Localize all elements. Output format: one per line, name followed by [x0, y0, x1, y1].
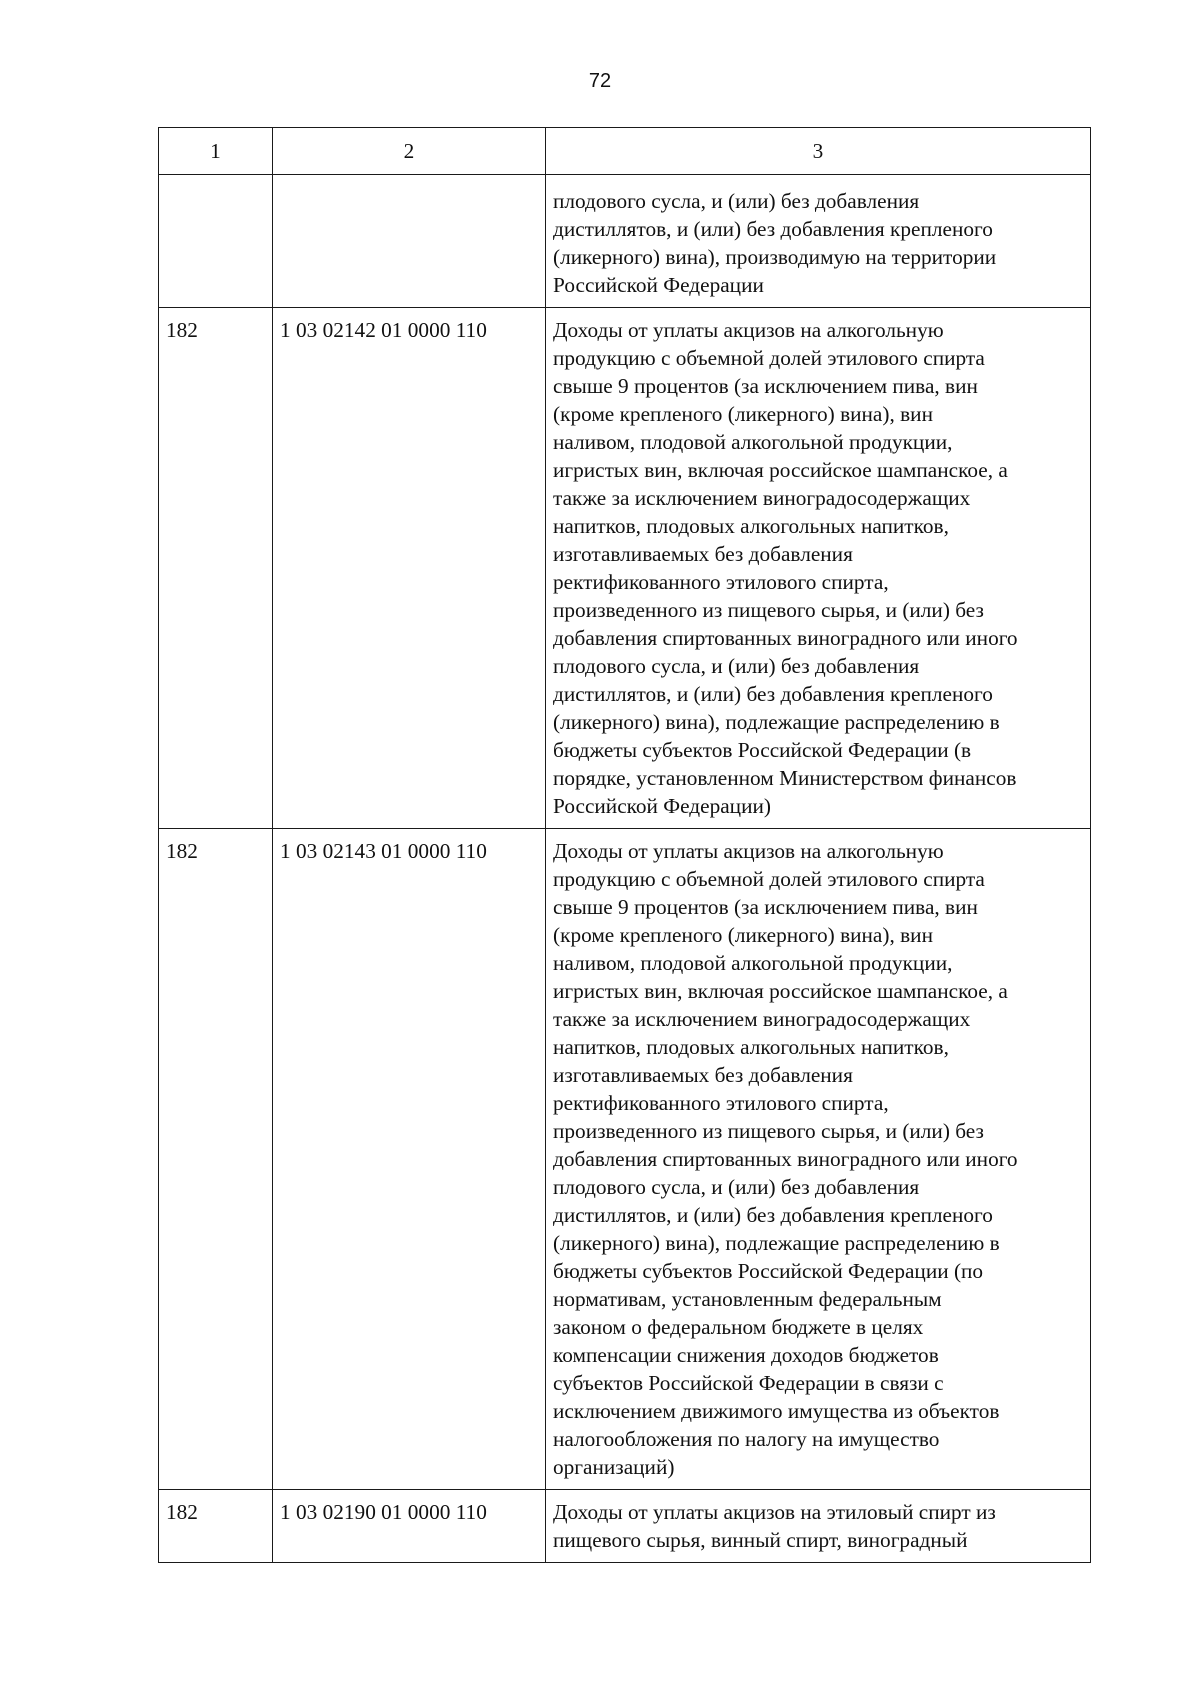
- description-cell: Доходы от уплаты акцизов на алкогольную продукцию с объемной долей этилового спирта свыше 9 процентов (за исключением пива, вин (кроме крепленого (ликерного) вина), вин наливом, плодовой алкогольной продукции, игристых вин, включая российское шампанское, а также за исключением виноградосодержащих напитков, плодовых алкогольных напитков, изготавливаемых без добавления ректификованного этилового спирта, произведенного из пищевого сырья, и (или) без добавления спиртованных виноградного или иного плодового сусла, и (или) без добавления дистиллятов, и (или) без добавления крепленого (ликерного) вина), подлежащие распределению в бюджеты субъектов Российской Федерации (в порядке, установленном Министерством финансов Российской Федерации): [546, 308, 1091, 829]
- admin-code-cell: 182: [159, 1490, 273, 1563]
- description-cell: Доходы от уплаты акцизов на этиловый спирт из пищевого сырья, винный спирт, виноградный: [546, 1490, 1091, 1563]
- table-row: [159, 175, 1091, 308]
- kbk-code-cell: 1 03 02143 01 0000 110: [273, 829, 546, 1490]
- header-cell-2: 2: [273, 128, 546, 175]
- kbk-code-cell: 1 03 02190 01 0000 110: [273, 1490, 546, 1563]
- table-header-row: [159, 128, 1091, 175]
- kbk-code-cell: 1 03 02142 01 0000 110: [273, 308, 546, 829]
- kbk-code-cell: [273, 175, 546, 308]
- admin-code-cell: [159, 175, 273, 308]
- header-cell-3: 3: [546, 128, 1091, 175]
- table-row: [159, 1490, 1091, 1563]
- admin-code-cell: 182: [159, 308, 273, 829]
- admin-code-cell: 182: [159, 829, 273, 1490]
- description-cell: плодового сусла, и (или) без добавления дистиллятов, и (или) без добавления крепленого (ликерного) вина), производимую на территории Российской Федерации: [546, 175, 1091, 308]
- header-cell-1: 1: [159, 128, 273, 175]
- table-row: [159, 308, 1091, 829]
- description-cell: Доходы от уплаты акцизов на алкогольную продукцию с объемной долей этилового спирта свыше 9 процентов (за исключением пива, вин (кроме крепленого (ликерного) вина), вин наливом, плодовой алкогольной продукции, игристых вин, включая российское шампанское, а также за исключением виноградосодержащих напитков, плодовых алкогольных напитков, изготавливаемых без добавления ректификованного этилового спирта, произведенного из пищевого сырья, и (или) без добавления спиртованных виноградного или иного плодового сусла, и (или) без добавления дистиллятов, и (или) без добавления крепленого (ликерного) вина), подлежащие распределению в бюджеты субъектов Российской Федерации (по нормативам, установленным федеральным законом о федеральном бюджете в целях компенсации снижения доходов бюджетов субъектов Российской Федерации в связи с исключением движимого имущества из объектов налогообложения по налогу на имущество организаций): [546, 829, 1091, 1490]
- page-number: 72: [588, 70, 612, 92]
- table-row: [159, 829, 1091, 1490]
- revenue-codes-table: [158, 127, 1091, 1563]
